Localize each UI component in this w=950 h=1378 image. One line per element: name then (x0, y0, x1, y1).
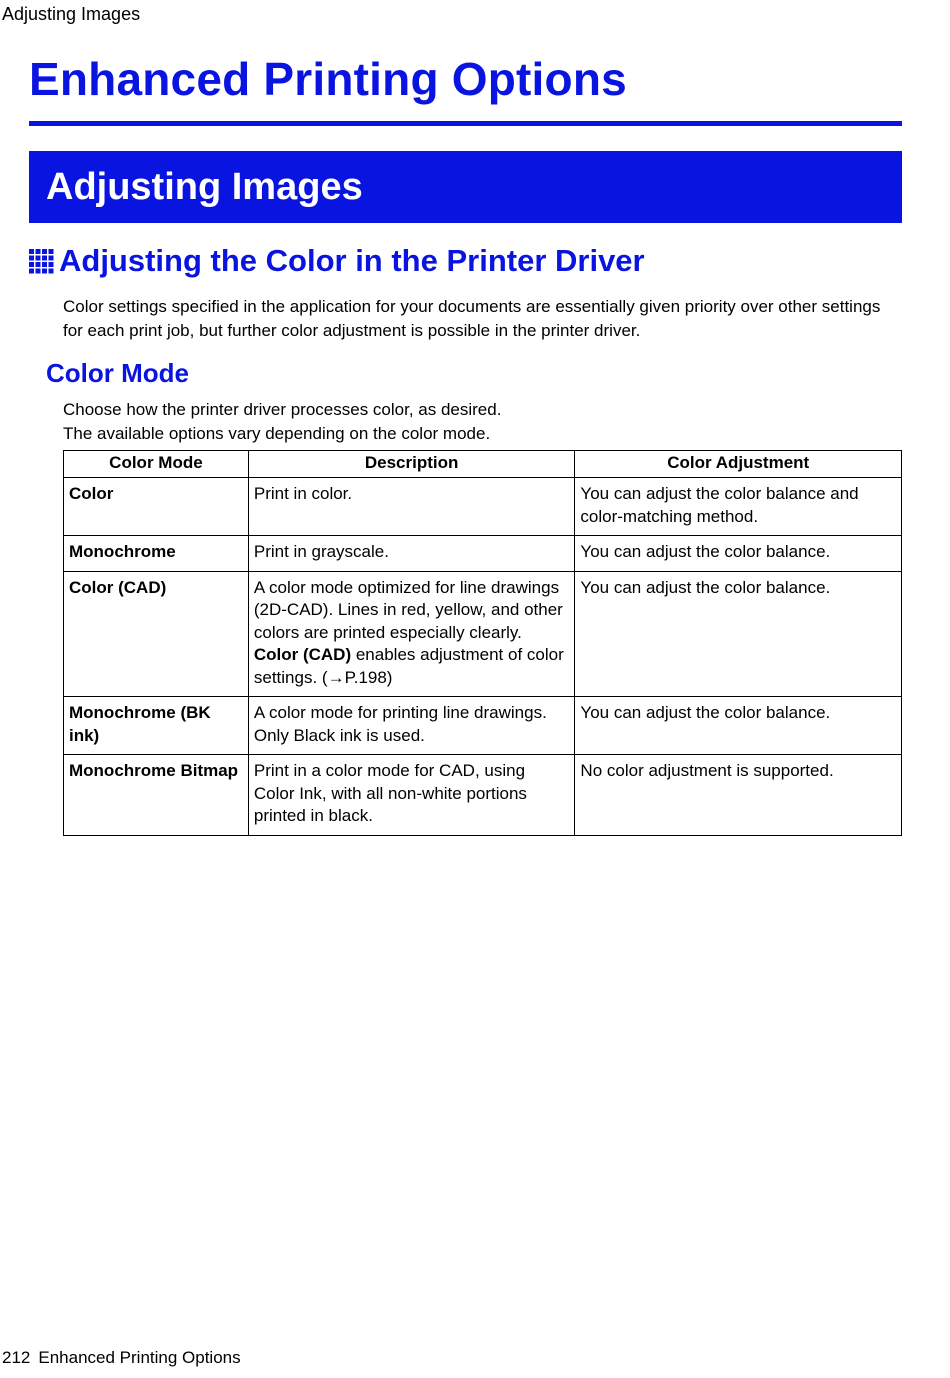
adjustment-cell: You can adjust the color balance. (575, 571, 902, 697)
subsection-header (29, 243, 645, 279)
color-mode-line-2: The available options vary depending on the color mode. (63, 424, 491, 443)
grid-icon (29, 249, 54, 274)
description-cell (248, 571, 575, 697)
page-number: 212 (2, 1348, 31, 1367)
chapter-title-rule (29, 121, 902, 126)
table-row (64, 536, 902, 572)
header-color-mode: Color Mode (64, 451, 249, 478)
description-cell: Print in a color mode for CAD, using Color Ink, with all non-white portions printed in black. (248, 755, 575, 836)
description-tail: enables adjustment of color settings. (253, 645, 564, 687)
table-row (64, 571, 902, 697)
mode-cell: Color (CAD) (64, 571, 249, 697)
header-color-adjustment: Color Adjustment (575, 451, 902, 478)
subsection-title: Adjusting the Color in the Printer Driver (59, 243, 645, 278)
section-title: Adjusting Images (46, 165, 363, 208)
table-row (64, 755, 902, 836)
description-text: A color mode optimized for line drawings (2D-CAD). Lines in red, yellow, and other colors are printed especially clearly. (253, 577, 563, 642)
table-row (64, 697, 902, 755)
color-mode-heading: Color Mode (46, 358, 189, 388)
section-banner (29, 151, 902, 223)
description-cell: A color mode for printing line drawings. Only Black ink is used. (248, 697, 575, 755)
page-footer (2, 1348, 241, 1368)
color-mode-description (63, 398, 501, 446)
mode-cell: Monochrome Bitmap (64, 755, 249, 836)
footer-chapter: Enhanced Printing Options (38, 1348, 241, 1367)
table-header-row (64, 451, 902, 478)
color-mode-table (63, 450, 902, 836)
table-row (64, 478, 902, 536)
mode-cell: Monochrome (BK ink) (64, 697, 249, 755)
mode-cell: Monochrome (64, 536, 249, 572)
description-bold-term: Color (CAD) (253, 645, 352, 664)
color-mode-line-1: Choose how the printer driver processes color, as desired. (63, 400, 502, 419)
adjustment-cell: You can adjust the color balance and color-matching method. (575, 478, 902, 536)
adjustment-cell: No color adjustment is supported. (575, 755, 902, 836)
adjustment-cell: You can adjust the color balance. (575, 697, 902, 755)
description-cell: Print in grayscale. (248, 536, 575, 572)
adjustment-cell: You can adjust the color balance. (575, 536, 902, 572)
running-head: Adjusting Images (2, 4, 141, 24)
description-cell: Print in color. (248, 478, 575, 536)
page-reference-link[interactable]: (→P.198) (321, 667, 393, 687)
chapter-title: Enhanced Printing Options (29, 53, 627, 105)
mode-cell: Color (64, 478, 249, 536)
intro-paragraph: Color settings specified in the application for your documents are essentially given priority over other settings for each print job, but further color adjustment is possible in the printer driver. (63, 297, 881, 340)
header-description: Description (248, 451, 575, 478)
